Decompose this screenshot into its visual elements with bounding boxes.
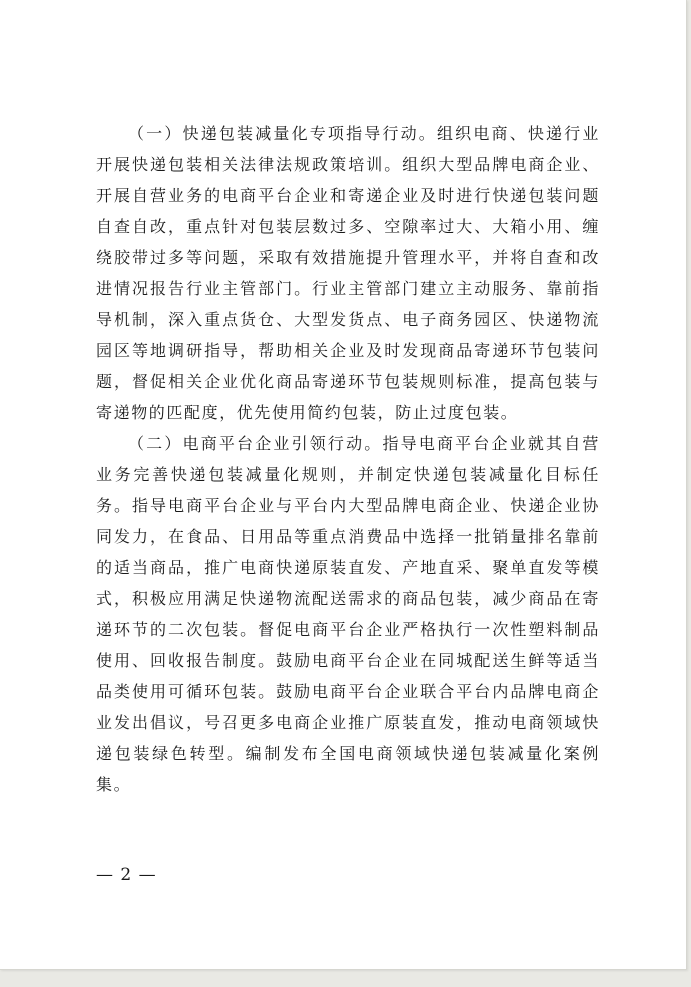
paragraph-2 [96,428,600,800]
page-number: — 2 — [96,865,157,885]
paragraph-1 [96,118,600,428]
paragraph-2-heading: （二）电商平台企业引领行动。 [128,434,383,453]
document-body [96,118,600,800]
paragraph-2-text: 指导电商平台企业就其自营业务完善快递包装减量化规则，并制定快递包装减量化目标任务。指导电商平台企业与平台内大型品牌电商企业、快递企业协同发力，在食品、日用品等重点消费品中选择一批销量排名靠前的适当商品，推广电商快递原装直发、产地直采、聚单直发等模式，积极应用满足快递物流配送需求的商品包装，减少商品在寄递环节的二次包装。督促电商平台企业严格执行一次性塑料制品使用、回收报告制度。鼓励电商平台企业在同城配送生鲜等适当品类使用可循环包装。鼓励电商平台企业联合平台内品牌电商企业发出倡议，号召更多电商企业推广原装直发，推动电商领域快递包装绿色转型。编制发布全国电商领域快递包装减量化案例集。 [96,434,601,794]
paragraph-1-heading: （一）快递包装减量化专项指导行动。 [128,124,437,143]
paragraph-1-text: 组织电商、快递行业开展快递包装相关法律法规政策培训。组织大型品牌电商企业、开展自营业务的电商平台企业和寄递企业及时进行快递包装问题自查自改，重点针对包装层数过多、空隙率过大、大箱小用、缠绕胶带过多等问题，采取有效措施提升管理水平，并将自查和改进情况报告行业主管部门。行业主管部门建立主动服务、靠前指导机制，深入重点货仓、大型发货点、电子商务园区、快递物流园区等地调研指导，帮助相关企业及时发现商品寄递环节包装问题，督促相关企业优化商品寄递环节包装规则标准，提高包装与寄递物的匹配度，优先使用简约包装，防止过度包装。 [96,124,601,422]
